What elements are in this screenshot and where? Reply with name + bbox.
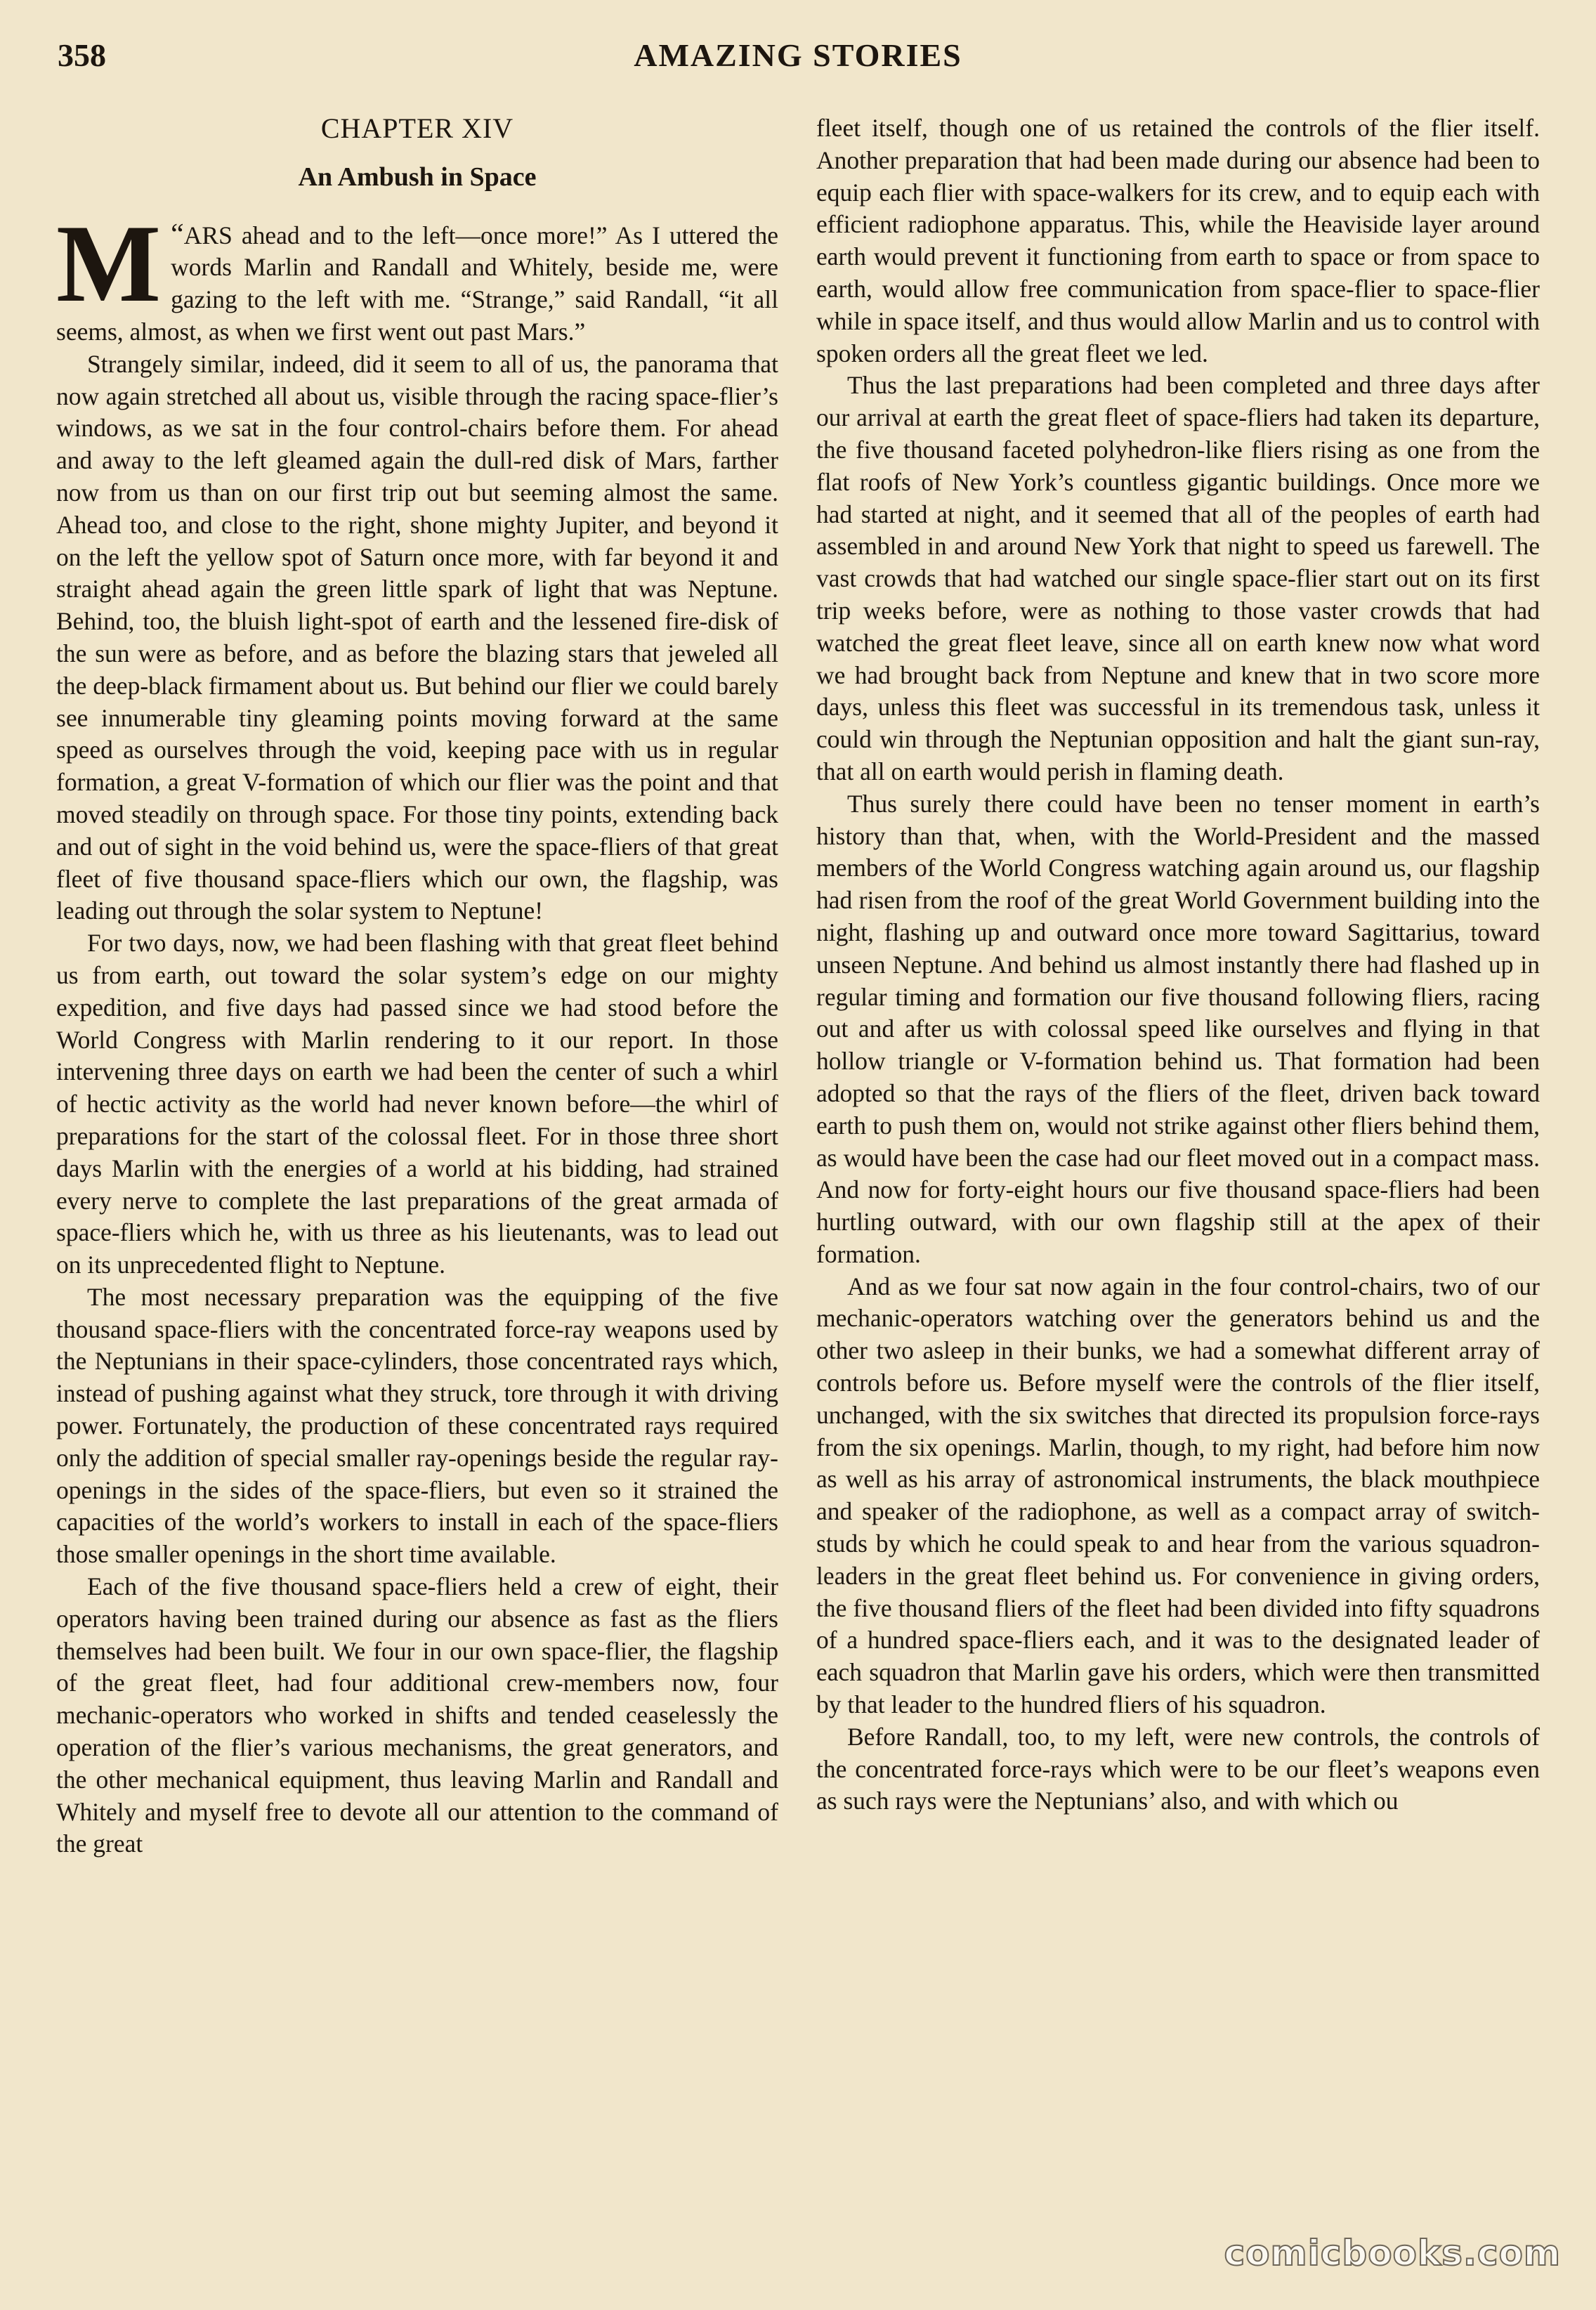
body-paragraph: For two days, now, we had been flashing with that great fleet behind us from earth, out toward the solar system’s edge on our mighty expedition, and five days had passed since we had stood before the World Congress with Marlin rendering to it our report. In those intervening three days on earth we had been the center of such a whirl of hectic activity as the world had never known before—the whirl of preparations for the start of the colossal fleet. For in those three short days Marlin with the energies of a world at his bidding, had strained every nerve to complete the last preparations of the great armada of space-fliers which he, with us three as his lieutenants, was to lead out on its unprecedented flight to Neptune.	[56, 929, 778, 1279]
page-number: 358	[58, 37, 106, 73]
body-paragraph: Strangely similar, indeed, did it seem to all of us, the panorama that now again stretched all about us, visible through the racing space-flier’s windows, as we sat in the four control-chairs before them. For ahead and away to the left gleamed again the dull-red disk of Mars, farther now from us than on our first trip out but seeming almost the same. Ahead too, and close to the right, shone mighty Jupiter, and beyond it on the left the yellow spot of Saturn once more, with far beyond it and straight ahead again the green little spark of light that was Neptune. Behind, too, the bluish light-spot of earth and the lessened fire-disk of the sun were as before, and as before the blazing stars that jeweled all the deep-black firmament about us. But behind our flier we could barely see innumerable tiny gleaming points moving forward at the same speed as ourselves through the void, keeping pace with us in regular formation, a great V-formation of which our flier was the point and that moved steadily on through space. For those tiny points, extending back and out of sight in the void behind us, were the space-fliers of that great fleet of five thousand space-fliers which our own, the flagship, was leading out through the solar system to Neptune!	[56, 349, 778, 925]
opening-text: ARS ahead and to the left—once more!” As I uttered the words Marlin and Randall and Whitely, beside me, were gazing to the left with me. “Strange,” said Randall, “it all seems, almost, as when we first went out past Mars.”	[56, 221, 778, 346]
body-paragraph: Before Randall, too, to my left, were new controls, the controls of the concentrated force-rays which were to be our fleet’s weapons even as such rays were the Neptunians’ also, and with which ou	[816, 1722, 1540, 1815]
body-paragraph: Thus the last preparations had been completed and three days after our arrival at earth the great fleet of space-fliers had taken its departure, the five thousand faceted polyhedron-like fliers rising as one from the flat roofs of New York’s countless gigantic buildings. Once more we had started at night, and it seemed that all of the peoples of earth had assembled in and around New York that night to speed us farewell. The vast crowds that had watched our single space-flier start out on its first trip weeks before, were as nothing to those vaster crowds that had watched the great fleet leave, since all on earth knew now what word we had brought back from Neptune and knew that in two score more days, unless this fleet was successful in its tremendous task, unless it could win through the Neptunian opposition and halt the giant sun-ray, that all on earth would perish in flaming death.	[816, 371, 1540, 785]
left-column	[56, 112, 778, 1860]
magazine-title: AMAZING STORIES	[634, 37, 962, 73]
body-paragraph: And as we four sat now again in the four control-chairs, two of our mechanic-operators watching over the generators behind us and the other two asleep in their bunks, we had a somewhat different array of controls before us. Before myself were the controls of the flier itself, unchanged, with the six switches that directed its propulsion force-rays from the six openings. Marlin, though, to my right, had before him now as well as his array of astronomical instruments, the black mouthpiece and speaker of the radiophone, as well as a compact array of switch-studs by which he could speak to and hear from the various squadron-leaders in the great fleet behind us. For convenience in giving orders, the five thousand fliers of the fleet had been divided into fifty squadrons of a hundred space-fliers each, and it was to the designated leader of each squadron that Marlin gave his orders, which were then transmitted by that leader to the hundred fliers of his squadron.	[816, 1272, 1540, 1719]
opening-paragraph	[56, 202, 778, 348]
drop-cap: M	[56, 202, 162, 325]
right-column	[816, 112, 1540, 1818]
chapter-label: CHAPTER XIV	[320, 112, 514, 144]
chapter-title: An Ambush in Space	[298, 162, 537, 192]
body-paragraph: The most necessary preparation was the equipping of the five thousand space-fliers with the concentrated force-ray weapons used by the Neptunians in their space-cylinders, those concentrated rays which, instead of pushing against what they struck, tore through it with driving power. Fortunately, the production of these concentrated rays required only the addition of special smaller ray-openings beside the regular ray-openings in the sides of the space-fliers, but even so it strained the capacities of the world’s workers to install in each of the space-fliers those smaller openings in the short time available.	[56, 1282, 778, 1569]
body-paragraph: Each of the five thousand space-fliers held a crew of eight, their operators having been trained during our absence as fast as the fliers themselves had been built. We four in our own space-flier, the flagship of the great fleet, had four additional crew-members now, four mechanic-operators who worked in shifts and tended ceaselessly the operation of the flier’s various mechanisms, the great generators, and the other mechanical equipment, thus leaving Marlin and Randall and Whitely and myself free to devote all our attention to the command of the great	[56, 1572, 778, 1858]
page-header	[58, 37, 1538, 86]
opening-quote-mark: “	[171, 218, 184, 251]
body-paragraph: Thus surely there could have been no tenser moment in earth’s history than that, when, with the World-President and the massed members of the World Congress watching again around us, our flagship had risen from the roof of the great World Government building into the night, flashing up and outward once more toward Sagittarius, toward unseen Neptune. And behind us almost instantly there had flashed up in regular timing and formation our five thousand following fliers, racing out and after us with colossal speed like ourselves and flying in that hollow triangle or V-formation behind us. That formation had been adopted so that the rays of the fliers of the fleet, driven back toward earth to push them on, would not strike against other fliers behind them, as would have been the case had our fleet moved out in a compact mass. And now for forty-eight hours our five thousand space-fliers had been hurtling outward, with our own flagship still at the apex of their formation.	[816, 789, 1540, 1268]
continued-paragraph: fleet itself, though one of us retained the controls of the flier itself. Another preparation that had been made during our absence had been to equip each flier with space-walkers for its crew, and to equip each with efficient radiophone apparatus. This, while the Heaviside layer around earth would prevent it functioning from earth to space or from space to earth, would allow free communication from space-flier to space-flier while in space itself, and thus would allow Marlin and us to control with spoken orders all the great fleet we led.	[816, 114, 1540, 367]
site-watermark: comicbooks.com	[1224, 2233, 1561, 2273]
